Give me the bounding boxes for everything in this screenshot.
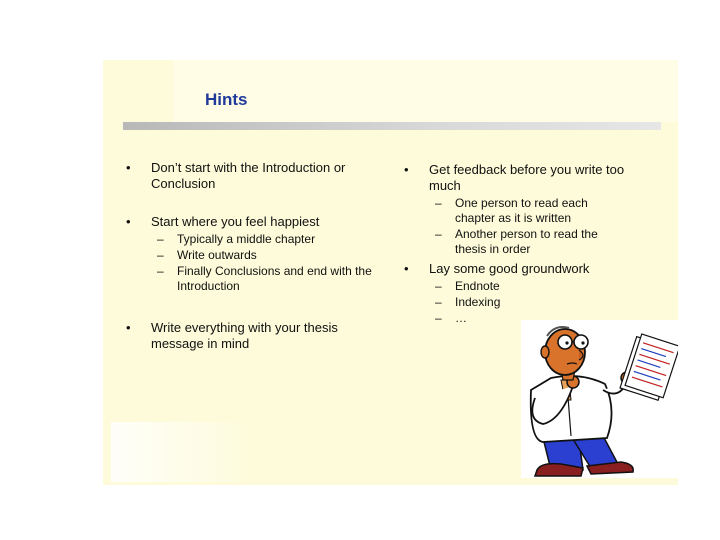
- sub-bullet-text: One person to read each chapter as it is written: [455, 196, 588, 225]
- title-divider: [123, 122, 661, 130]
- sub-bullet-list: [429, 279, 631, 326]
- bullet-text: Don’t start with the Introduction or Conclusion: [151, 160, 346, 191]
- bullet-item: [401, 261, 631, 326]
- sub-bullet-item: [151, 232, 383, 247]
- sub-bullet-text: Another person to read the thesis in order: [455, 227, 598, 256]
- sub-bullet-list: [151, 232, 383, 294]
- bullet-icon: •: [126, 160, 131, 175]
- bullet-item: [123, 160, 383, 192]
- sub-bullet-list: [429, 196, 631, 257]
- dash-icon: –: [435, 227, 442, 241]
- sub-bullet-text: Indexing: [455, 295, 501, 309]
- sub-bullet-item: [429, 227, 631, 257]
- faded-footer: [111, 422, 261, 482]
- bullet-item: [401, 162, 631, 257]
- bullet-item: [123, 320, 383, 352]
- sub-bullet-item: [429, 196, 631, 226]
- bullet-icon: •: [126, 320, 131, 335]
- bullet-icon: •: [126, 214, 131, 229]
- dash-icon: –: [435, 196, 442, 210]
- sub-bullet-text: Endnote: [455, 279, 500, 293]
- sub-bullet-text: Typically a middle chapter: [177, 232, 316, 246]
- sub-bullet-item: [151, 248, 383, 263]
- bullet-item: [123, 214, 383, 294]
- dash-icon: –: [157, 232, 164, 246]
- bullet-text: Lay some good groundwork: [429, 261, 590, 276]
- slide-title: Hints: [205, 90, 248, 109]
- slide: [103, 60, 678, 485]
- dash-icon: –: [157, 264, 164, 278]
- dash-icon: –: [435, 311, 442, 325]
- dash-icon: –: [435, 279, 442, 293]
- cartoon-man-reading-icon: [521, 320, 678, 478]
- bullet-icon: •: [404, 162, 409, 177]
- left-bullet-list: [123, 160, 383, 352]
- bullet-text: Get feedback before you write too much: [429, 162, 625, 193]
- sub-bullet-item: [429, 279, 631, 294]
- dash-icon: –: [157, 248, 164, 262]
- sub-bullet-item: [151, 264, 383, 294]
- bullet-icon: •: [404, 261, 409, 276]
- sub-bullet-text: Write outwards: [177, 248, 257, 262]
- dash-icon: –: [435, 295, 442, 309]
- right-bullet-list: [401, 162, 631, 326]
- sub-bullet-text: Finally Conclusions and end with the Introduction: [177, 264, 372, 293]
- sub-bullet-item: [429, 295, 631, 310]
- bullet-text: Start where you feel happiest: [151, 214, 320, 229]
- sub-bullet-text: …: [455, 311, 467, 325]
- title-banner: [173, 60, 678, 122]
- cartoon-illustration: [521, 320, 678, 478]
- bullet-text: Write everything with your thesis message in mind: [151, 320, 338, 351]
